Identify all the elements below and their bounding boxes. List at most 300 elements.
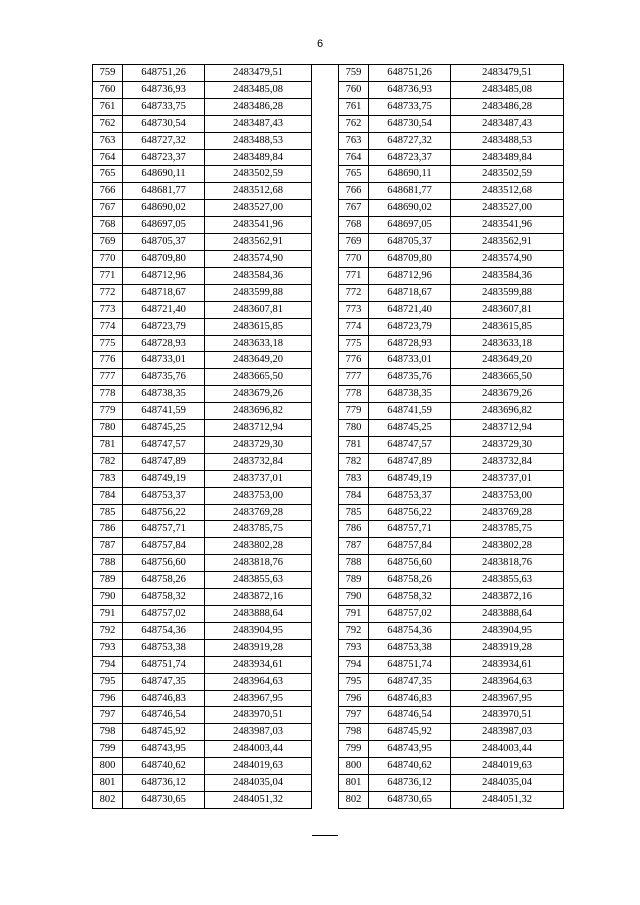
table-row (93, 386, 312, 403)
y-coordinate-cell: 2483485,08 (451, 81, 564, 98)
coordinates-table-right (338, 64, 564, 809)
point-number-cell: 795 (93, 673, 123, 690)
x-coordinate-cell: 648746,54 (123, 707, 205, 724)
point-number-cell: 759 (93, 65, 123, 82)
y-coordinate-cell: 2483599,88 (205, 284, 312, 301)
x-coordinate-cell: 648727,32 (369, 132, 451, 149)
point-number-cell: 790 (339, 589, 369, 606)
table-row (93, 589, 312, 606)
y-coordinate-cell: 2483769,28 (205, 504, 312, 521)
x-coordinate-cell: 648746,83 (123, 690, 205, 707)
point-number-cell: 776 (93, 352, 123, 369)
table-row (93, 436, 312, 453)
y-coordinate-cell: 2483919,28 (205, 639, 312, 656)
table-row (339, 301, 564, 318)
y-coordinate-cell: 2483512,68 (205, 183, 312, 200)
coordinates-table-left (92, 64, 312, 809)
table-row (339, 791, 564, 808)
x-coordinate-cell: 648757,71 (369, 521, 451, 538)
x-coordinate-cell: 648757,02 (369, 606, 451, 623)
x-coordinate-cell: 648745,25 (123, 420, 205, 437)
table-row (93, 98, 312, 115)
table-row (93, 758, 312, 775)
point-number-cell: 760 (93, 81, 123, 98)
point-number-cell: 764 (339, 149, 369, 166)
x-coordinate-cell: 648730,54 (369, 115, 451, 132)
point-number-cell: 785 (93, 504, 123, 521)
x-coordinate-cell: 648743,95 (369, 741, 451, 758)
y-coordinate-cell: 2483967,95 (451, 690, 564, 707)
x-coordinate-cell: 648728,93 (123, 335, 205, 352)
table-row (339, 589, 564, 606)
y-coordinate-cell: 2483679,26 (451, 386, 564, 403)
x-coordinate-cell: 648735,76 (123, 369, 205, 386)
table-row (93, 791, 312, 808)
point-number-cell: 771 (339, 267, 369, 284)
point-number-cell: 762 (93, 115, 123, 132)
x-coordinate-cell: 648690,02 (369, 200, 451, 217)
table-row (339, 132, 564, 149)
table-row (93, 352, 312, 369)
point-number-cell: 801 (93, 775, 123, 792)
x-coordinate-cell: 648747,89 (369, 453, 451, 470)
table-row (93, 639, 312, 656)
point-number-cell: 768 (93, 217, 123, 234)
x-coordinate-cell: 648728,93 (369, 335, 451, 352)
y-coordinate-cell: 2483541,96 (205, 217, 312, 234)
y-coordinate-cell: 2483696,82 (451, 403, 564, 420)
table-row (339, 436, 564, 453)
y-coordinate-cell: 2483502,59 (205, 166, 312, 183)
x-coordinate-cell: 648747,35 (369, 673, 451, 690)
y-coordinate-cell: 2483987,03 (205, 724, 312, 741)
table-row (339, 707, 564, 724)
y-coordinate-cell: 2483574,90 (205, 250, 312, 267)
x-coordinate-cell: 648751,74 (369, 656, 451, 673)
point-number-cell: 765 (339, 166, 369, 183)
x-coordinate-cell: 648756,22 (123, 504, 205, 521)
x-coordinate-cell: 648736,93 (369, 81, 451, 98)
table-row (93, 234, 312, 251)
y-coordinate-cell: 2484019,63 (451, 758, 564, 775)
table-row (339, 98, 564, 115)
point-number-cell: 775 (93, 335, 123, 352)
x-coordinate-cell: 648747,89 (123, 453, 205, 470)
y-coordinate-cell: 2483970,51 (451, 707, 564, 724)
x-coordinate-cell: 648756,22 (369, 504, 451, 521)
y-coordinate-cell: 2483737,01 (205, 470, 312, 487)
point-number-cell: 794 (339, 656, 369, 673)
point-number-cell: 788 (339, 555, 369, 572)
y-coordinate-cell: 2483737,01 (451, 470, 564, 487)
table-row (339, 673, 564, 690)
x-coordinate-cell: 648709,80 (369, 250, 451, 267)
x-coordinate-cell: 648738,35 (123, 386, 205, 403)
table-row (339, 504, 564, 521)
y-coordinate-cell: 2484003,44 (205, 741, 312, 758)
x-coordinate-cell: 648758,32 (369, 589, 451, 606)
point-number-cell: 770 (339, 250, 369, 267)
table-row (339, 284, 564, 301)
table-row (339, 403, 564, 420)
y-coordinate-cell: 2483574,90 (451, 250, 564, 267)
point-number-cell: 767 (93, 200, 123, 217)
point-number-cell: 763 (93, 132, 123, 149)
point-number-cell: 782 (93, 453, 123, 470)
table-row (339, 149, 564, 166)
x-coordinate-cell: 648718,67 (369, 284, 451, 301)
table-row (339, 453, 564, 470)
y-coordinate-cell: 2483802,28 (205, 538, 312, 555)
table-row (339, 606, 564, 623)
y-coordinate-cell: 2483934,61 (205, 656, 312, 673)
point-number-cell: 792 (339, 622, 369, 639)
x-coordinate-cell: 648751,74 (123, 656, 205, 673)
point-number-cell: 762 (339, 115, 369, 132)
y-coordinate-cell: 2483855,63 (205, 572, 312, 589)
point-number-cell: 779 (339, 403, 369, 420)
y-coordinate-cell: 2483872,16 (205, 589, 312, 606)
x-coordinate-cell: 648745,92 (369, 724, 451, 741)
point-number-cell: 790 (93, 589, 123, 606)
point-number-cell: 767 (339, 200, 369, 217)
point-number-cell: 783 (93, 470, 123, 487)
table-row (93, 504, 312, 521)
table-row (339, 217, 564, 234)
y-coordinate-cell: 2483888,64 (451, 606, 564, 623)
point-number-cell: 764 (93, 149, 123, 166)
y-coordinate-cell: 2483785,75 (205, 521, 312, 538)
y-coordinate-cell: 2484051,32 (451, 791, 564, 808)
table-row (93, 538, 312, 555)
table-row (339, 183, 564, 200)
table-row (339, 538, 564, 555)
point-number-cell: 798 (339, 724, 369, 741)
x-coordinate-cell: 648747,57 (369, 436, 451, 453)
y-coordinate-cell: 2483855,63 (451, 572, 564, 589)
table-spacer-column (312, 64, 338, 836)
x-coordinate-cell: 648733,01 (123, 352, 205, 369)
y-coordinate-cell: 2483512,68 (451, 183, 564, 200)
y-coordinate-cell: 2484035,04 (205, 775, 312, 792)
point-number-cell: 789 (339, 572, 369, 589)
y-coordinate-cell: 2483934,61 (451, 656, 564, 673)
table-row (339, 775, 564, 792)
table-row (339, 622, 564, 639)
y-coordinate-cell: 2483753,00 (205, 487, 312, 504)
y-coordinate-cell: 2483665,50 (451, 369, 564, 386)
y-coordinate-cell: 2483818,76 (205, 555, 312, 572)
point-number-cell: 796 (93, 690, 123, 707)
y-coordinate-cell: 2483732,84 (451, 453, 564, 470)
table-row (339, 724, 564, 741)
y-coordinate-cell: 2483649,20 (451, 352, 564, 369)
point-number-cell: 796 (339, 690, 369, 707)
point-number-cell: 760 (339, 81, 369, 98)
point-number-cell: 800 (339, 758, 369, 775)
point-number-cell: 778 (339, 386, 369, 403)
x-coordinate-cell: 648753,37 (369, 487, 451, 504)
x-coordinate-cell: 648758,32 (123, 589, 205, 606)
y-coordinate-cell: 2483904,95 (205, 622, 312, 639)
point-number-cell: 771 (93, 267, 123, 284)
point-number-cell: 769 (93, 234, 123, 251)
y-coordinate-cell: 2483665,50 (205, 369, 312, 386)
table-row (93, 335, 312, 352)
point-number-cell: 799 (339, 741, 369, 758)
table-row (339, 555, 564, 572)
x-coordinate-cell: 648681,77 (369, 183, 451, 200)
y-coordinate-cell: 2483607,81 (451, 301, 564, 318)
y-coordinate-cell: 2484051,32 (205, 791, 312, 808)
point-number-cell: 765 (93, 166, 123, 183)
y-coordinate-cell: 2483487,43 (451, 115, 564, 132)
x-coordinate-cell: 648746,83 (369, 690, 451, 707)
x-coordinate-cell: 648754,36 (369, 622, 451, 639)
y-coordinate-cell: 2483633,18 (451, 335, 564, 352)
y-coordinate-cell: 2484003,44 (451, 741, 564, 758)
point-number-cell: 773 (93, 301, 123, 318)
y-coordinate-cell: 2483633,18 (205, 335, 312, 352)
point-number-cell: 797 (339, 707, 369, 724)
x-coordinate-cell: 648690,02 (123, 200, 205, 217)
point-number-cell: 785 (339, 504, 369, 521)
table-row (93, 673, 312, 690)
y-coordinate-cell: 2483696,82 (205, 403, 312, 420)
y-coordinate-cell: 2483729,30 (205, 436, 312, 453)
point-number-cell: 786 (339, 521, 369, 538)
x-coordinate-cell: 648718,67 (123, 284, 205, 301)
y-coordinate-cell: 2483584,36 (205, 267, 312, 284)
x-coordinate-cell: 648735,76 (369, 369, 451, 386)
x-coordinate-cell: 648736,93 (123, 81, 205, 98)
x-coordinate-cell: 648721,40 (123, 301, 205, 318)
table-row (93, 707, 312, 724)
table-row (93, 622, 312, 639)
x-coordinate-cell: 648690,11 (369, 166, 451, 183)
x-coordinate-cell: 648743,95 (123, 741, 205, 758)
table-row (339, 81, 564, 98)
table-row (339, 690, 564, 707)
point-number-cell: 792 (93, 622, 123, 639)
table-row (93, 741, 312, 758)
y-coordinate-cell: 2483489,84 (205, 149, 312, 166)
x-coordinate-cell: 648746,54 (369, 707, 451, 724)
x-coordinate-cell: 648741,59 (123, 403, 205, 420)
point-number-cell: 783 (339, 470, 369, 487)
page-number: 6 (316, 38, 324, 50)
table-row (93, 487, 312, 504)
y-coordinate-cell: 2483904,95 (451, 622, 564, 639)
x-coordinate-cell: 648721,40 (369, 301, 451, 318)
table-row (93, 250, 312, 267)
table-row (339, 758, 564, 775)
point-number-cell: 782 (339, 453, 369, 470)
x-coordinate-cell: 648751,26 (369, 65, 451, 82)
table-row (93, 555, 312, 572)
x-coordinate-cell: 648736,12 (123, 775, 205, 792)
point-number-cell: 797 (93, 707, 123, 724)
x-coordinate-cell: 648749,19 (123, 470, 205, 487)
table-row (339, 250, 564, 267)
point-number-cell: 778 (93, 386, 123, 403)
x-coordinate-cell: 648757,71 (123, 521, 205, 538)
y-coordinate-cell: 2483649,20 (205, 352, 312, 369)
table-row (339, 318, 564, 335)
x-coordinate-cell: 648758,26 (123, 572, 205, 589)
x-coordinate-cell: 648733,75 (369, 98, 451, 115)
x-coordinate-cell: 648723,79 (369, 318, 451, 335)
table-row (93, 420, 312, 437)
y-coordinate-cell: 2483802,28 (451, 538, 564, 555)
table-body-right (339, 65, 564, 809)
point-number-cell: 787 (339, 538, 369, 555)
point-number-cell: 769 (339, 234, 369, 251)
y-coordinate-cell: 2483888,64 (205, 606, 312, 623)
x-coordinate-cell: 648730,65 (123, 791, 205, 808)
point-number-cell: 801 (339, 775, 369, 792)
x-coordinate-cell: 648757,02 (123, 606, 205, 623)
table-row (93, 572, 312, 589)
point-number-cell: 766 (93, 183, 123, 200)
table-row (93, 453, 312, 470)
y-coordinate-cell: 2483584,36 (451, 267, 564, 284)
x-coordinate-cell: 648712,96 (369, 267, 451, 284)
y-coordinate-cell: 2483919,28 (451, 639, 564, 656)
table-row (339, 386, 564, 403)
x-coordinate-cell: 648747,35 (123, 673, 205, 690)
point-number-cell: 774 (93, 318, 123, 335)
x-coordinate-cell: 648681,77 (123, 183, 205, 200)
table-body-left (93, 65, 312, 809)
point-number-cell: 800 (93, 758, 123, 775)
table-row (339, 487, 564, 504)
table-row (93, 775, 312, 792)
point-number-cell: 759 (339, 65, 369, 82)
table-row (93, 521, 312, 538)
x-coordinate-cell: 648697,05 (123, 217, 205, 234)
point-number-cell: 786 (93, 521, 123, 538)
point-number-cell: 802 (93, 791, 123, 808)
point-number-cell: 780 (93, 420, 123, 437)
x-coordinate-cell: 648727,32 (123, 132, 205, 149)
x-coordinate-cell: 648753,38 (369, 639, 451, 656)
point-number-cell: 787 (93, 538, 123, 555)
y-coordinate-cell: 2483488,53 (205, 132, 312, 149)
point-number-cell: 794 (93, 656, 123, 673)
point-number-cell: 799 (93, 741, 123, 758)
y-coordinate-cell: 2483712,94 (205, 420, 312, 437)
x-coordinate-cell: 648712,96 (123, 267, 205, 284)
y-coordinate-cell: 2483562,91 (205, 234, 312, 251)
table-row (93, 81, 312, 98)
point-number-cell: 791 (339, 606, 369, 623)
point-number-cell: 774 (339, 318, 369, 335)
table-row (93, 284, 312, 301)
x-coordinate-cell: 648709,80 (123, 250, 205, 267)
table-row (339, 352, 564, 369)
table-row (339, 521, 564, 538)
point-number-cell: 770 (93, 250, 123, 267)
point-number-cell: 780 (339, 420, 369, 437)
y-coordinate-cell: 2483541,96 (451, 217, 564, 234)
point-number-cell: 763 (339, 132, 369, 149)
x-coordinate-cell: 648733,01 (369, 352, 451, 369)
point-number-cell: 779 (93, 403, 123, 420)
table-row (93, 200, 312, 217)
y-coordinate-cell: 2483987,03 (451, 724, 564, 741)
table-row (339, 369, 564, 386)
table-row (339, 639, 564, 656)
y-coordinate-cell: 2483527,00 (205, 200, 312, 217)
x-coordinate-cell: 648756,60 (123, 555, 205, 572)
y-coordinate-cell: 2483712,94 (451, 420, 564, 437)
table-row (339, 656, 564, 673)
y-coordinate-cell: 2483607,81 (205, 301, 312, 318)
table-row (339, 741, 564, 758)
table-row (339, 470, 564, 487)
table-row (339, 335, 564, 352)
y-coordinate-cell: 2483785,75 (451, 521, 564, 538)
table-row (339, 200, 564, 217)
point-number-cell: 777 (339, 369, 369, 386)
x-coordinate-cell: 648690,11 (123, 166, 205, 183)
y-coordinate-cell: 2483967,95 (205, 690, 312, 707)
table-row (93, 606, 312, 623)
table-row (339, 115, 564, 132)
point-number-cell: 772 (93, 284, 123, 301)
x-coordinate-cell: 648740,62 (369, 758, 451, 775)
y-coordinate-cell: 2483479,51 (451, 65, 564, 82)
y-coordinate-cell: 2483489,84 (451, 149, 564, 166)
table-row (339, 420, 564, 437)
table-row (93, 690, 312, 707)
x-coordinate-cell: 648757,84 (369, 538, 451, 555)
point-number-cell: 781 (93, 436, 123, 453)
table-row (93, 470, 312, 487)
point-number-cell: 784 (93, 487, 123, 504)
x-coordinate-cell: 648723,37 (123, 149, 205, 166)
x-coordinate-cell: 648751,26 (123, 65, 205, 82)
table-row (339, 166, 564, 183)
x-coordinate-cell: 648745,25 (369, 420, 451, 437)
table-row (93, 369, 312, 386)
table-row (93, 149, 312, 166)
y-coordinate-cell: 2484019,63 (205, 758, 312, 775)
y-coordinate-cell: 2483729,30 (451, 436, 564, 453)
table-row (339, 65, 564, 82)
y-coordinate-cell: 2483485,08 (205, 81, 312, 98)
x-coordinate-cell: 648723,79 (123, 318, 205, 335)
table-row (93, 217, 312, 234)
x-coordinate-cell: 648754,36 (123, 622, 205, 639)
point-number-cell: 766 (339, 183, 369, 200)
table-row (93, 724, 312, 741)
table-row (93, 183, 312, 200)
table-row (93, 132, 312, 149)
point-number-cell: 772 (339, 284, 369, 301)
point-number-cell: 776 (339, 352, 369, 369)
y-coordinate-cell: 2483487,43 (205, 115, 312, 132)
x-coordinate-cell: 648697,05 (369, 217, 451, 234)
x-coordinate-cell: 648745,92 (123, 724, 205, 741)
x-coordinate-cell: 648736,12 (369, 775, 451, 792)
table-row (339, 234, 564, 251)
x-coordinate-cell: 648753,37 (123, 487, 205, 504)
x-coordinate-cell: 648753,38 (123, 639, 205, 656)
x-coordinate-cell: 648756,60 (369, 555, 451, 572)
x-coordinate-cell: 648730,65 (369, 791, 451, 808)
